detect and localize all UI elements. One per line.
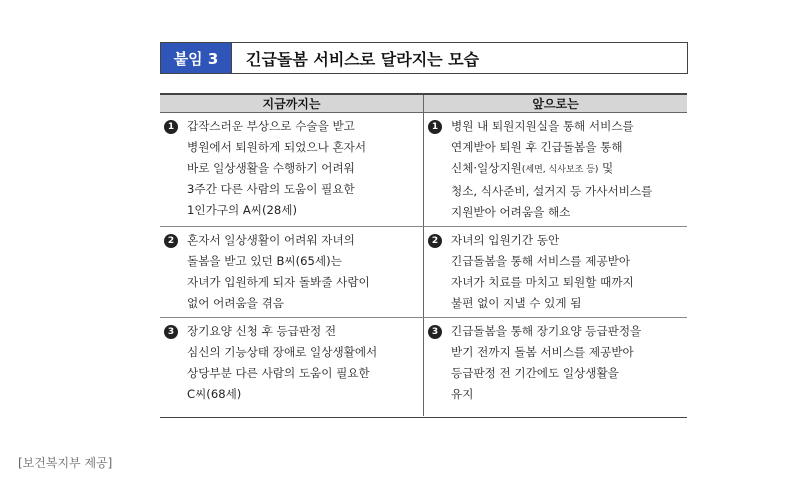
text-line: 유지 — [451, 387, 474, 401]
cell-before — [160, 227, 423, 317]
text-line: 갑작스러운 부상으로 수술을 받고 — [187, 119, 355, 133]
number-badge: 1 — [164, 120, 178, 134]
number-badge: 2 — [428, 234, 442, 248]
number-badge: 2 — [164, 234, 178, 248]
text-line: 연계받아 퇴원 후 긴급돌봄을 통해 — [451, 140, 623, 154]
text-line: 병원 내 퇴원지원실을 통해 서비스를 — [451, 119, 634, 133]
source-caption: [보건복지부 제공] — [18, 456, 113, 470]
number-badge: 3 — [164, 325, 178, 339]
cell-before — [160, 113, 423, 226]
text-small: (세면, 식사보조 등) — [521, 165, 599, 175]
text-line: 긴급돌봄을 통해 서비스를 제공받아 — [451, 254, 631, 268]
cell-before — [160, 318, 423, 416]
text-line: 자녀의 입원기간 동안 — [451, 233, 560, 247]
text-line: 자녀가 입원하게 되자 돌봐줄 사람이 — [187, 275, 370, 289]
text-line — [451, 158, 652, 181]
text-line: 바로 일상생활을 수행하기 어려워 — [187, 161, 355, 175]
column-header-after: 앞으로는 — [423, 95, 687, 112]
cell-after — [423, 113, 687, 226]
cell-after — [423, 227, 687, 317]
attachment-tag: 붙임 3 — [161, 43, 232, 73]
number-badge: 1 — [428, 120, 442, 134]
text-line: C씨(68세) — [187, 387, 242, 401]
title-bar — [160, 42, 688, 74]
text-line: 없어 어려움을 겪음 — [187, 296, 284, 310]
text-line: 긴급돌봄을 통해 장기요양 등급판정을 — [451, 324, 642, 338]
text-line: 3주간 다른 사람의 도움이 필요한 — [187, 182, 355, 196]
table-row — [160, 318, 687, 416]
table-row — [160, 113, 687, 227]
text-line: 자녀가 치료를 마치고 퇴원할 때까지 — [451, 275, 634, 289]
table-row — [160, 227, 687, 318]
column-header-before: 지금까지는 — [262, 97, 321, 111]
text-line: 심신의 기능상태 장애로 일상생활에서 — [187, 345, 378, 359]
text-line: 지원받아 어려움을 해소 — [451, 205, 571, 219]
number-badge: 3 — [428, 325, 442, 339]
page-title: 긴급돌봄 서비스로 달라지는 모습 — [246, 49, 480, 69]
text-line: 돌봄을 받고 있던 B씨(65세)는 — [187, 254, 342, 268]
text-line: 1인가구의 A씨(28세) — [187, 203, 297, 217]
comparison-table — [160, 93, 687, 418]
text-line: 장기요양 신청 후 등급판정 전 — [187, 324, 337, 338]
text-line: 불편 없이 지낼 수 있게 됨 — [451, 296, 582, 310]
text-end: 및 — [598, 161, 614, 175]
text-main: 신체·일상지원 — [451, 161, 522, 175]
text-line: 청소, 식사준비, 설거지 등 가사서비스를 — [451, 184, 653, 198]
table-header — [160, 95, 687, 113]
text-line: 받기 전까지 돌봄 서비스를 제공받아 — [451, 345, 634, 359]
cell-after — [423, 318, 687, 416]
text-line: 병원에서 퇴원하게 되었으나 혼자서 — [187, 140, 367, 154]
text-line: 상당부분 다른 사람의 도움이 필요한 — [187, 366, 370, 380]
text-line: 등급판정 전 기간에도 일상생활을 — [451, 366, 619, 380]
text-line: 혼자서 일상생활이 어려워 자녀의 — [187, 233, 355, 247]
